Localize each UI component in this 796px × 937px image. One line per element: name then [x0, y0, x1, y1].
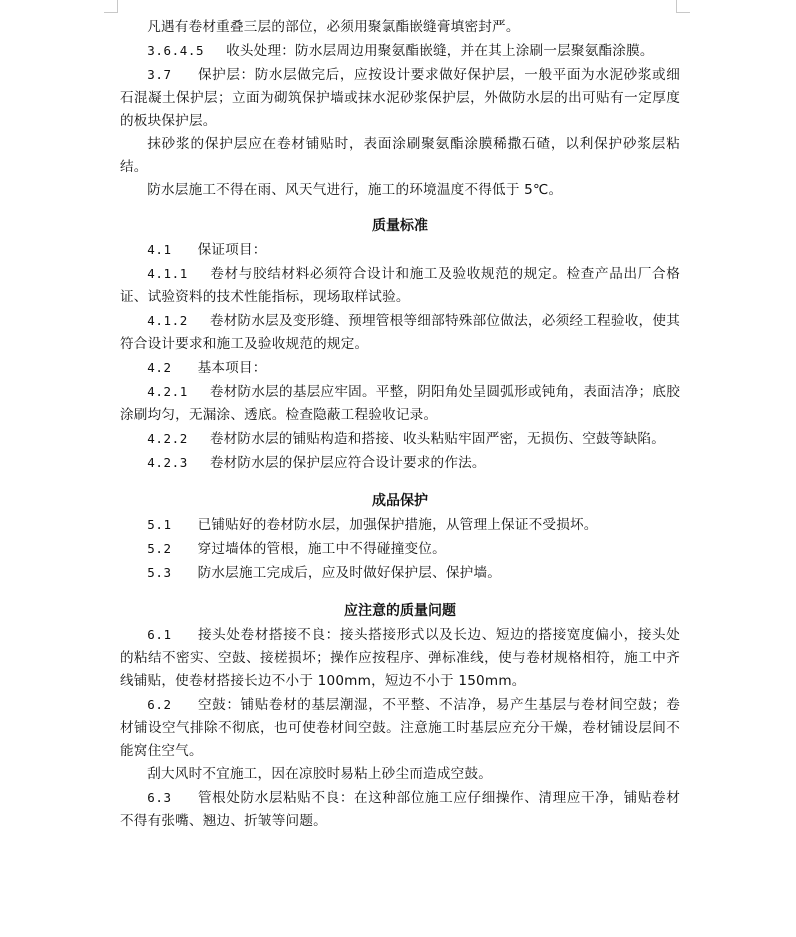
clause-number: 6.2	[147, 697, 172, 712]
paragraph-text: 收头处理：防水层周边用聚氨酯嵌缝，并在其上涂刷一层聚氨酯涂膜。	[226, 43, 654, 59]
clause-number: 4.1	[147, 242, 172, 257]
clause-number: 4.2.2	[147, 431, 188, 446]
paragraph-text: 卷材防水层的基层应牢固。平整，阴阳角处呈圆弧形或钝角，表面洁净；底胶涂刷均匀，无漏涂、透底。检查隐蔽工程验收记录。	[120, 384, 680, 423]
clause-number: 5.2	[147, 541, 172, 556]
paragraph-text: 防水层施工不得在雨、风天气进行，施工的环境温度不得低于 5℃。	[147, 182, 563, 198]
paragraph	[120, 63, 680, 133]
paragraph-text: 保护层：防水层做完后，应按设计要求做好保护层，一般平面为水泥砂浆或细石混凝土保护层；立面为砌筑保护墙或抹水泥砂浆保护层，外做防水层的出可贴有一定厚度的板块保护层。	[120, 67, 680, 129]
paragraph-text: 卷材防水层的铺贴构造和搭接、收头粘贴牢固严密，无损伤、空鼓等缺陷。	[209, 431, 666, 447]
paragraph	[120, 623, 680, 693]
paragraph	[120, 356, 680, 380]
paragraph	[120, 238, 680, 262]
paragraph-text: 卷材与胶结材料必须符合设计和施工及验收规范的规定。检查产品出厂合格证、试验资料的技术性能指标，现场取样试验。	[120, 266, 680, 305]
paragraph-text: 凡遇有卷材重叠三层的部位，必须用聚氯酯嵌缝膏填密封严。	[147, 19, 520, 35]
paragraph	[120, 380, 680, 427]
paragraph-text: 抹砂浆的保护层应在卷材铺贴时，表面涂刷聚氨酯涂膜稀撒石碴，以利保护砂浆层粘结。	[120, 136, 680, 175]
right-margin-corner-mark	[676, 0, 677, 12]
paragraph-text: 空鼓：铺贴卷材的基层潮湿，不平整、不洁净，易产生基层与卷材间空鼓；卷材铺设空气排除不彻底，也可使卷材间空鼓。注意施工时基层应充分干燥，卷材铺设层间不能窝住空气。	[120, 697, 680, 759]
paragraph	[120, 561, 680, 585]
paragraph	[120, 262, 680, 309]
paragraph	[120, 39, 680, 63]
clause-number: 3.7	[147, 67, 172, 82]
paragraph	[120, 427, 680, 451]
paragraph-text: 卷材防水层及变形缝、预埋管根等细部特殊部位做法，必须经工程验收，使其符合设计要求和施工及验收规范的规定。	[120, 313, 680, 352]
paragraph	[120, 133, 680, 179]
clause-number: 4.1.2	[147, 313, 188, 328]
paragraph	[120, 786, 680, 833]
clause-number: 3.6.4.5	[147, 43, 205, 58]
clause-number: 5.1	[147, 517, 172, 532]
right-margin-corner-mark-horizontal	[676, 12, 690, 13]
section-heading-quality-issues: 应注意的质量问题	[344, 603, 456, 619]
paragraph	[120, 179, 680, 202]
paragraph-text: 穿过墙体的管根，施工中不得碰撞变位。	[197, 541, 446, 557]
paragraph	[120, 537, 680, 561]
paragraph	[120, 451, 680, 475]
paragraph-text: 接头处卷材搭接不良：接头搭接形式以及长边、短边的搭接宽度偏小，接头处的粘结不密实、空鼓、接槎损坏；操作应按程序、弹标准线，使与卷材规格相符，施工中齐线铺贴，使卷材搭接长边不小于 100mm，短边不小于 150mm。	[120, 627, 680, 689]
clause-number: 4.2.1	[147, 384, 188, 399]
section-heading-product-protection: 成品保护	[372, 493, 428, 509]
paragraph-text: 基本项目：	[197, 360, 267, 376]
clause-number: 5.3	[147, 565, 172, 580]
paragraph	[120, 693, 680, 763]
paragraph-text: 保证项目：	[197, 242, 267, 258]
paragraph-text: 防水层施工完成后，应及时做好保护层、保护墙。	[197, 565, 502, 581]
paragraph-text: 卷材防水层的保护层应符合设计要求的作法。	[209, 455, 486, 471]
paragraph-text: 刮大风时不宜施工，因在凉胶时易粘上砂尘而造成空鼓。	[147, 766, 493, 782]
clause-number: 6.3	[147, 790, 172, 805]
document-body	[120, 16, 680, 833]
clause-number: 4.1.1	[147, 266, 188, 281]
clause-number: 4.2.3	[147, 455, 188, 470]
paragraph-text: 已铺贴好的卷材防水层，加强保护措施，从管理上保证不受损坏。	[197, 517, 598, 533]
paragraph	[120, 16, 680, 39]
clause-number: 6.1	[147, 627, 172, 642]
paragraph	[120, 763, 680, 786]
section-heading-quality-standard: 质量标准	[372, 218, 428, 234]
paragraph-text: 管根处防水层粘贴不良：在这种部位施工应仔细操作、清理应干净，铺贴卷材不得有张嘴、翘边、折皱等问题。	[120, 790, 680, 829]
paragraph	[120, 513, 680, 537]
paragraph	[120, 309, 680, 356]
left-margin-corner-mark-horizontal	[104, 12, 118, 13]
left-margin-corner-mark	[117, 0, 118, 12]
clause-number: 4.2	[147, 360, 172, 375]
